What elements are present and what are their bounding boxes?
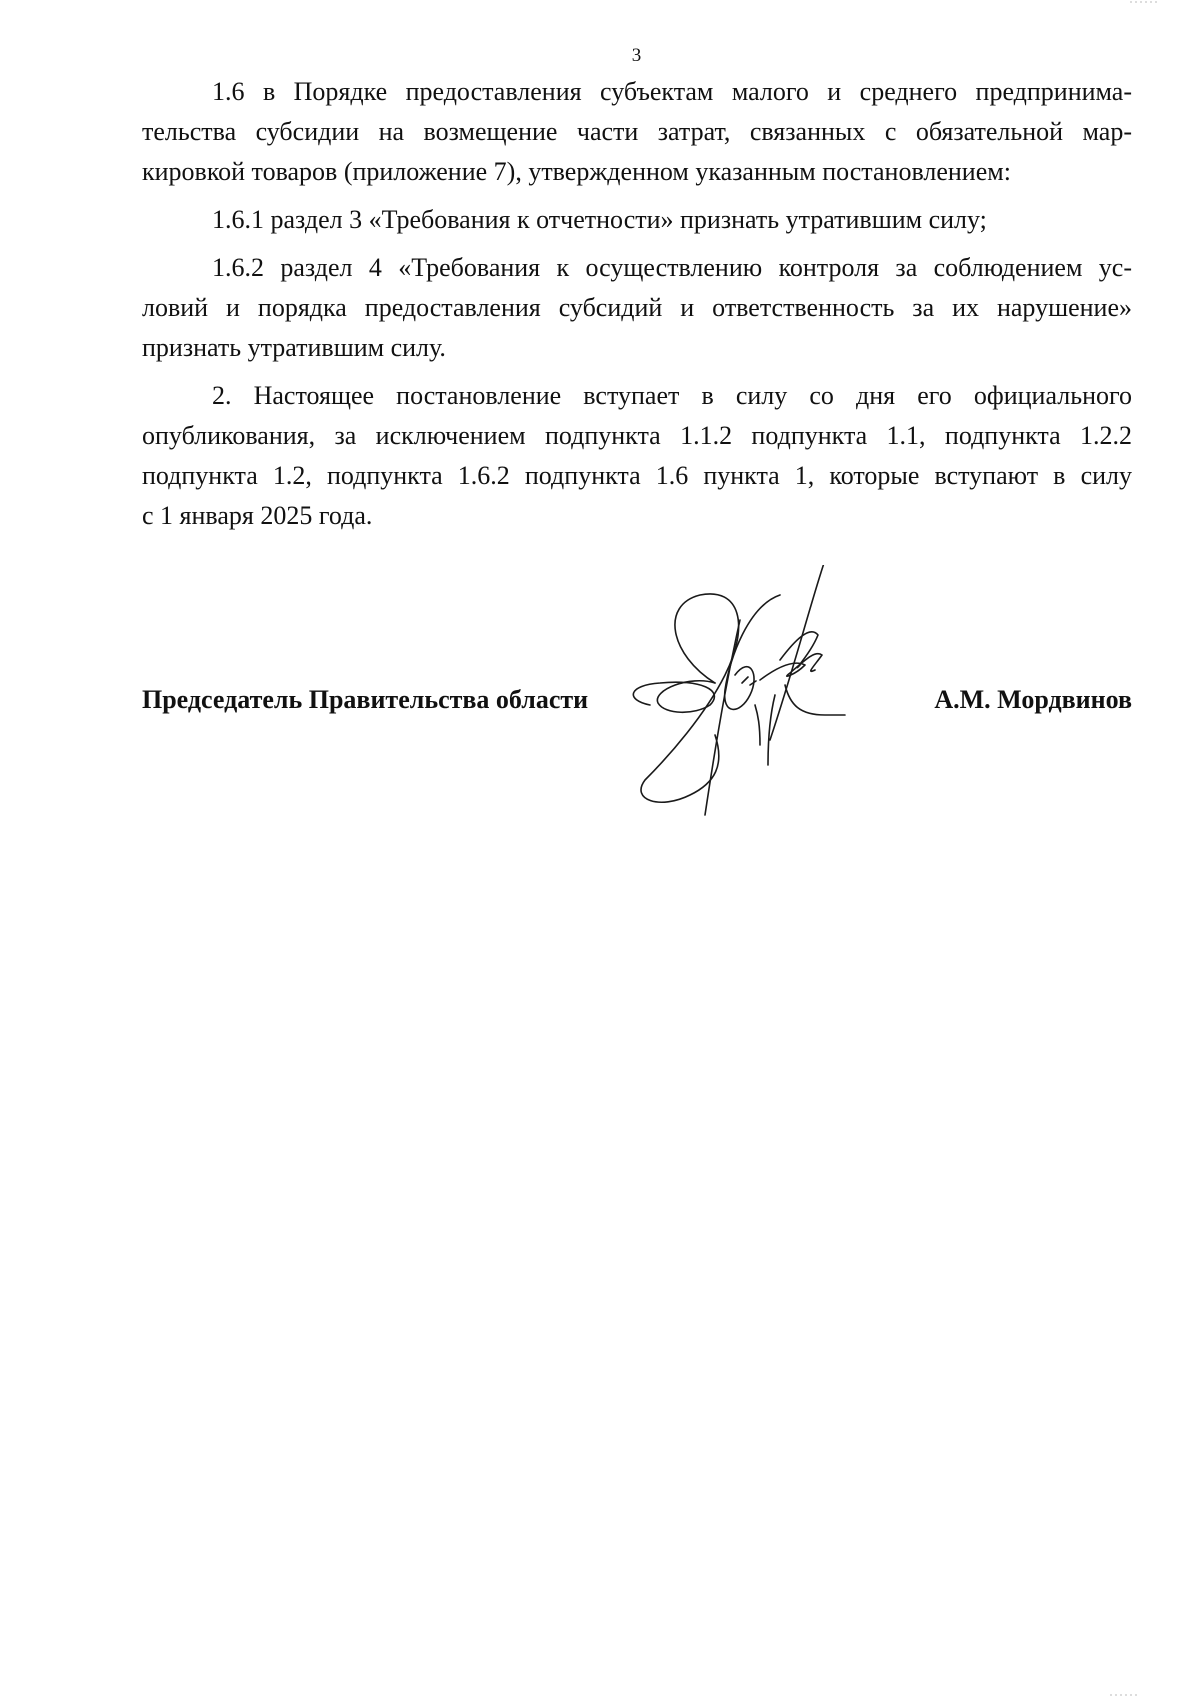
signature-block bbox=[142, 680, 1132, 720]
text-line: тельства субсидии на возмещение части затрат, связанных с обязательной мар- bbox=[142, 117, 1132, 146]
paragraph-1-6-1 bbox=[142, 200, 1132, 240]
signatory-name: А.М. Мордвинов bbox=[934, 685, 1132, 714]
document-body bbox=[142, 72, 1132, 544]
text-line: кировкой товаров (приложение 7), утвержденном указанным постановлением: bbox=[142, 157, 1011, 186]
scan-edge-mark bbox=[1120, 0, 1180, 4]
text-line: 1.6.2 раздел 4 «Требования к осуществлению контроля за соблюдением ус- bbox=[212, 253, 1132, 282]
text-line: опубликования, за исключением подпункта 1.1.2 подпункта 1.1, подпункта 1.2.2 bbox=[142, 421, 1132, 450]
text-line: 1.6 в Порядке предоставления субъектам малого и среднего предпринима- bbox=[212, 77, 1132, 106]
text-line: 2. Настоящее постановление вступает в силу со дня его официального bbox=[212, 381, 1132, 410]
paragraph-2 bbox=[142, 376, 1132, 536]
scan-edge-mark bbox=[1100, 1693, 1160, 1697]
text-line: признать утратившим силу. bbox=[142, 333, 446, 362]
text-line: подпункта 1.2, подпункта 1.6.2 подпункта 1.6 пункта 1, которые вступают в силу bbox=[142, 461, 1132, 490]
paragraph-1-6 bbox=[142, 72, 1132, 192]
signatory-title: Председатель Правительства области bbox=[142, 685, 589, 714]
text-line: с 1 января 2025 года. bbox=[142, 501, 373, 530]
text-line: 1.6.1 раздел 3 «Требования к отчетности» признать утратившим силу; bbox=[212, 205, 987, 234]
paragraph-1-6-2 bbox=[142, 248, 1132, 368]
page-number: 3 bbox=[631, 45, 642, 66]
text-line: ловий и порядка предоставления субсидий и ответственность за их нарушение» bbox=[142, 293, 1132, 322]
